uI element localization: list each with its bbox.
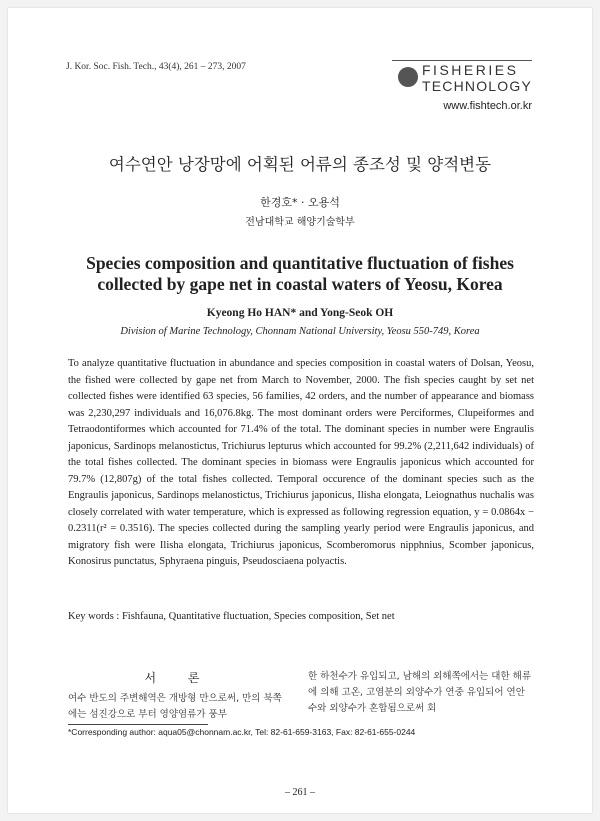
footnote-rule: [68, 724, 208, 725]
korean-title: 여수연안 낭장망에 어획된 어류의 종조성 및 양적변동: [108, 155, 492, 174]
corresponding-author-footnote: *Corresponding author: aqua05@chonnam.ac.kr, Tel: 82-61-659-3163, Fax: 82-61-655-0244: [68, 727, 416, 737]
english-affiliation: Division of Marine Technology, Chonnam National University, Yeosu 550-749, Korea: [120, 326, 480, 337]
korean-authors: 한경호* · 오용석: [260, 196, 340, 209]
logo-text-fisheries: FISHERIES: [422, 62, 519, 78]
logo-rule: [392, 60, 532, 61]
section-heading-introduction: 서 론: [144, 671, 214, 685]
journal-logo: [392, 52, 542, 104]
journal-citation: J. Kor. Soc. Fish. Tech., 43(4), 261 – 273, 2007: [66, 62, 246, 72]
korean-affiliation: 전남대학교 해양기술학부: [245, 217, 355, 228]
body-column-left: [68, 669, 290, 723]
english-authors: Kyeong Ho HAN* and Yong-Seok OH: [206, 307, 394, 319]
body-column-right: [308, 669, 534, 717]
fish-emblem-icon: [398, 67, 418, 87]
body-text-right: 한 하천수가 유입되고, 남해의 외해쪽에서는 대한 해류에 의해 고온, 고염분의 외양수가 연중 유입되어 연안수와 외양수가 혼합됨으로써 회: [308, 671, 532, 714]
keywords: Key words : Fishfauna, Quantitative fluctuation, Species composition, Set net: [68, 611, 395, 622]
body-text-left: 여수 반도의 주변해역은 개방형 만으로써, 만의 북쪽에는 섬진강으로 부터 영양염류가 풍부: [68, 693, 282, 720]
paper-page: [8, 8, 592, 813]
english-title: Species composition and quantitative fluctuation of fishes collected by gape net in coastal waters of Yeosu, Korea: [86, 253, 514, 294]
journal-website: www.fishtech.or.kr: [443, 100, 532, 112]
logo-text-technology: TECHNOLOGY: [422, 78, 533, 94]
page-number: – 261 –: [285, 787, 315, 798]
abstract: To analyze quantitative fluctuation in abundance and species composition in coastal waters of Dolsan, Yeosu, the fished were collected by gape net from March to November, 2000. The fish species caught by set net collected fishes were identified 63 species, 56 families, 42 orders, and the number of appearance and biomass was 2,230,297 individuals and 16,076.8kg. The most dominant orders were Perciformes, Clupeiformes and Tetraodontiformes which accounted for 71.4% of the total. The dominant species in number were Engraulis japonicus, Sardinops melanostictus, Trichiurus lepturus which accounted for 99.2% (2,211,642 individuals) of the total fishes collected. The dominant species in biomass were Engraulis japonicus which accounted for 79.7% (12,807g) of the total fishes collected. Temporal occurence of the dominant species such as the Engraulis japonicus, Sardinops melanostictus, Trichiurus japonicus, Ilisha elongata, Leiognathus nuchalis was closely correlated with water temperature, which is expressed as following regression equation, y = 0.0864x − 0.2311(r² = 0.3516). The species collected during the sampling yearly period were Engraulis japonicus, and migratory fish were Ilisha elongata, Trichiurus japonicus, Scomberomorus nipphnius, Scomber japonicus, Konosirus punctatus, Sphyraena pinguis, Pseudosciaena polyactis.: [68, 358, 534, 567]
